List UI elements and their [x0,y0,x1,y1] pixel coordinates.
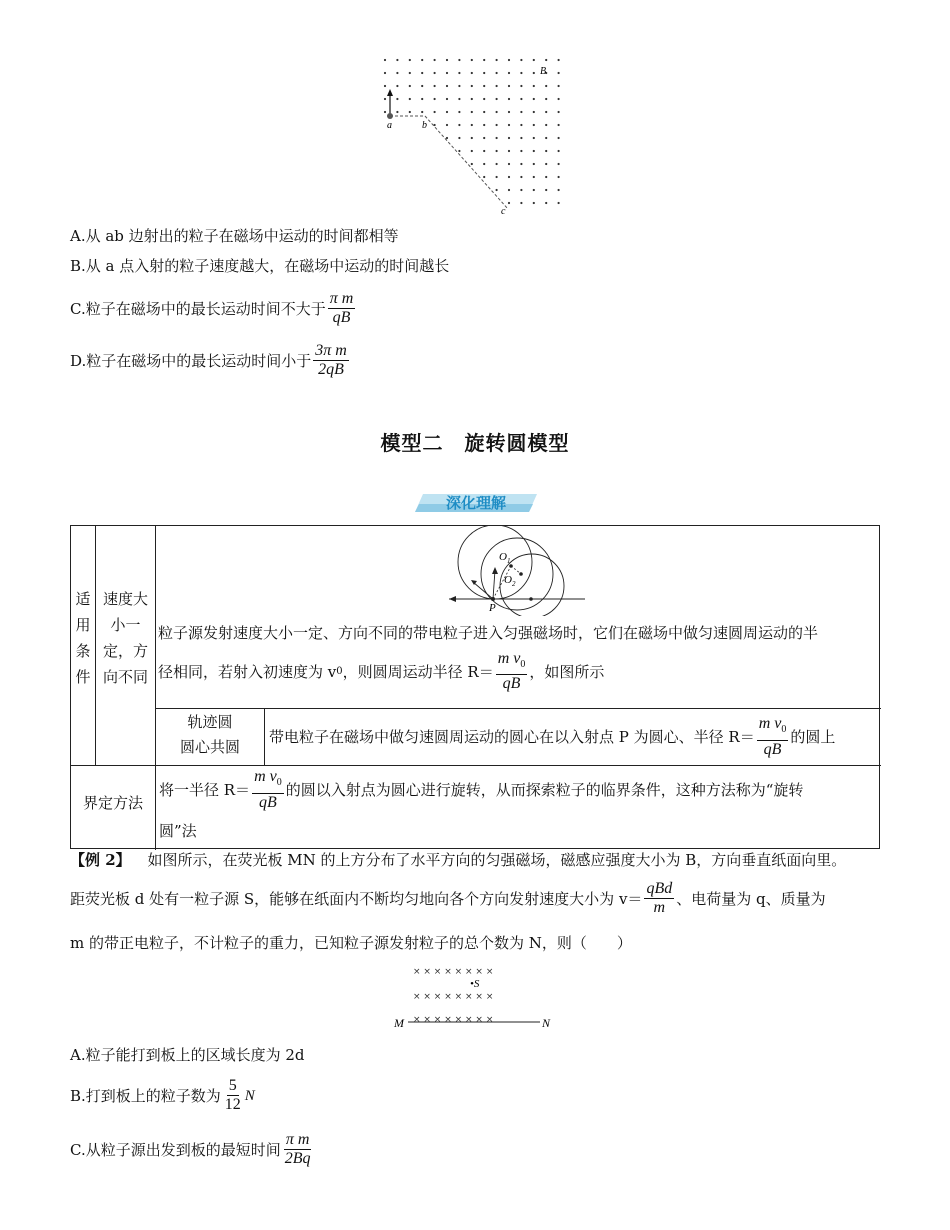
field-dot [496,98,498,100]
text-part: 的圆上 [790,728,836,746]
field-dot [496,137,498,139]
field-dot [508,137,510,139]
field-dot [496,124,498,126]
method-label: 界定方法 [82,794,143,812]
condition-description-line2 [158,650,604,693]
field-dot [458,85,460,87]
source-s: •S [470,978,480,990]
field-row-2: × × × × × × × × [413,992,494,1002]
field-dot [496,85,498,87]
rotating-circles-figure [447,526,587,616]
field-dot [520,85,522,87]
field-dot [471,72,473,74]
field-dot [496,111,498,113]
field-dot [446,85,448,87]
field-dot [409,72,411,74]
denominator: 2qB [318,361,344,378]
fluorescent-plate-figure [385,960,565,1035]
label-o1: $O_1$ [499,551,511,565]
field-dot [533,59,535,61]
field-dot [458,111,460,113]
text-part: 的圆以入射点为圆心进行旋转，从而探索粒子的临界条件，这种方法称为“旋转 [285,781,804,799]
field-dot [558,137,560,139]
field-dot [483,150,485,152]
label-B: B [540,66,547,77]
field-dot [558,124,560,126]
numerator: m $v_0$ [252,768,284,793]
field-dot [520,176,522,178]
velocity-arrow-2 [493,570,495,599]
denominator: 12 [224,1096,241,1113]
fraction [313,342,349,379]
field-dot [545,150,547,152]
numerator: m $v_0$ [496,650,528,675]
field-dot [533,137,535,139]
ex2-option-b [70,1077,255,1114]
numerator: π m [329,290,354,307]
field-dot [396,111,398,113]
radius-dashed-2 [511,566,521,574]
label-o2: $O_2$ [504,574,516,588]
label-a: a [387,120,392,131]
point-a [387,113,393,119]
fraction [328,290,356,327]
field-dot [520,150,522,152]
model-table [70,525,880,849]
field-dot [434,59,436,61]
field-dot [520,137,522,139]
field-dot [533,150,535,152]
field-dot [483,137,485,139]
method-description-line2: 圆”法 [159,822,197,840]
field-dot [496,189,498,191]
option-d [70,342,351,379]
field-dot [483,98,485,100]
field-dot [421,59,423,61]
field-dot [471,137,473,139]
numerator: 3π m [315,342,347,359]
field-dot [508,72,510,74]
field-dot [446,72,448,74]
fraction [644,880,674,917]
field-dot [409,85,411,87]
field-dot [483,176,485,178]
label-c: c [501,206,506,217]
field-row-1: × × × × × × × × [413,967,494,977]
field-dot [533,111,535,113]
field-dot [409,98,411,100]
field-dot [508,163,510,165]
field-dot [558,189,560,191]
field-dot [384,98,386,100]
field-dot [508,202,510,204]
arrowhead [492,567,498,574]
example-tag: 【例 2】 [70,851,131,869]
field-dot [545,111,547,113]
field-dot [496,176,498,178]
field-dot [508,124,510,126]
field-dot [533,176,535,178]
field-dot [496,72,498,74]
field-dot [558,163,560,165]
banner-text: 深化理解 [445,494,507,512]
denominator: qB [332,309,351,326]
label-m: M [394,1016,404,1030]
text-part: N [244,1087,255,1104]
field-dot [421,85,423,87]
label-b: b [422,120,427,131]
field-dot [520,98,522,100]
center-o2 [519,572,523,576]
field-dot [558,202,560,204]
field-dot [446,111,448,113]
denominator: qB [763,740,782,758]
field-dot [558,85,560,87]
text-part: C.从粒子源出发到板的最短时间 [70,1140,281,1159]
text-part: 将一半径 R＝ [159,781,251,799]
trajectory-center-label [156,710,264,760]
field-dot [458,98,460,100]
field-dot [471,85,473,87]
field-dot [545,176,547,178]
field-dot [545,85,547,87]
field-dots [384,59,560,204]
label-line: 轨迹圆 [187,713,233,731]
label-p: P [489,602,496,614]
text-part: ，如图所示 [529,662,605,681]
field-dot [558,72,560,74]
field-dot [508,189,510,191]
field-dot [471,111,473,113]
field-dot [496,59,498,61]
field-dot [558,150,560,152]
option-a: A.从 ab 边射出的粒子在磁场中运动的时间都相等 [70,227,399,245]
label-line: 圆心共圆 [179,738,240,756]
point-on-line [529,597,533,601]
text-part: 如图所示，在荧光板 MN 的上方分布了水平方向的匀强磁场，磁感应强度大小为 B，方向垂直纸面向里。 [147,851,847,869]
field-dot [558,98,560,100]
field-dot [384,85,386,87]
field-dot [384,59,386,61]
field-dot [545,163,547,165]
field-dot [409,111,411,113]
fraction [223,1077,243,1114]
field-dot [446,124,448,126]
fraction [496,650,528,693]
field-dot [396,85,398,87]
field-dot [384,72,386,74]
condition-value: 速度大小一定，方向不同 [102,590,148,686]
applicable-conditions-label: 适用条件 [75,590,91,686]
field-dot [520,124,522,126]
denominator: 2Bq [284,1150,311,1167]
field-dot [483,85,485,87]
arrow-head [387,89,393,96]
example2-line1 [70,850,846,870]
label-n: N [542,1016,551,1030]
text-part: ，则圆周运动半径 R＝ [342,662,494,681]
field-dot [520,163,522,165]
field-dot [434,124,436,126]
field-dot [458,59,460,61]
denominator: qB [259,793,277,811]
field-dot [396,59,398,61]
field-dot [496,150,498,152]
field-dot [545,137,547,139]
option-b: B.从 a 点入射的粒子速度越大，在磁场中运动的时间越长 [70,257,450,275]
field-dot [384,111,386,113]
field-dot [508,150,510,152]
trajectory-circle-1 [458,526,532,599]
field-dot [471,150,473,152]
text-part: 距荧光板 d 处有一粒子源 S，能够在纸面内不断均匀地向各个方向发射速度大小为 v＝ [70,889,643,908]
field-dot [496,163,498,165]
field-dot [434,111,436,113]
denominator: m [653,899,666,916]
field-dot [520,59,522,61]
field-dot [508,176,510,178]
field-dot [421,98,423,100]
fraction [757,715,789,758]
field-dot [471,163,473,165]
denominator: qB [502,675,521,693]
boundary-bc [425,116,508,209]
option-d-text: D.粒子在磁场中的最长运动时间小于 [70,351,312,370]
text-part: 径相同，若射入初速度为 v [158,662,337,681]
banner-deepen-understanding [415,492,537,514]
field-dot [558,176,560,178]
ex2-option-a: A.粒子能打到板上的区域长度为 2d [70,1046,305,1064]
field-dot [483,163,485,165]
numerator: π m [285,1131,310,1148]
field-dot [508,85,510,87]
field-dot [458,137,460,139]
condition-description-line1: 粒子源发射速度大小一定、方向不同的带电粒子进入匀强磁场时，它们在磁场中做匀速圆周运动的半 [158,624,819,642]
field-dot [483,111,485,113]
fraction [252,768,284,811]
field-dot [545,189,547,191]
field-dot [446,137,448,139]
field-dot [508,111,510,113]
numerator: 5 [228,1077,237,1094]
text-part: B.打到板上的粒子数为 [70,1086,221,1105]
field-dot [533,124,535,126]
field-dot [533,72,535,74]
subscript: 0 [336,665,343,677]
field-dot [458,124,460,126]
text-part: 带电粒子在磁场中做匀速圆周运动的圆心在以入射点 P 为圆心、半径 R＝ [269,728,755,746]
field-dot [545,98,547,100]
field-dot [434,85,436,87]
field-dot [533,202,535,204]
numerator: m $v_0$ [757,715,789,740]
field-row-3: × × × × × × × × [413,1015,494,1025]
field-dot [533,98,535,100]
field-dot [520,111,522,113]
trajectory-center-description [269,710,835,764]
field-dot [545,124,547,126]
field-dot [458,72,460,74]
field-dot [520,202,522,204]
field-dot [508,98,510,100]
field-dot [458,150,460,152]
field-dot [520,189,522,191]
option-c-text: C.粒子在磁场中的最长运动时间不大于 [70,299,326,318]
field-dot [520,72,522,74]
method-description-line1 [159,768,803,812]
field-dot [533,85,535,87]
field-dot [446,98,448,100]
field-dot [533,189,535,191]
field-dot [434,72,436,74]
fraction [283,1131,313,1168]
numerator: qBd [646,880,673,897]
field-dot [471,98,473,100]
example2-line2 [70,880,826,917]
field-dot [421,72,423,74]
field-dot [409,59,411,61]
field-dot [396,72,398,74]
field-dot [483,72,485,74]
field-dot [434,98,436,100]
field-dot [483,59,485,61]
field-dot [471,124,473,126]
option-c [70,290,357,327]
field-dot [545,202,547,204]
field-dot [471,59,473,61]
magnetic-field-figure-1 [370,52,585,217]
text-part: 、电荷量为 q、质量为 [676,889,826,908]
field-dot [558,59,560,61]
line-arrow [449,596,456,602]
field-dot [483,124,485,126]
field-dot [533,163,535,165]
field-dot [545,59,547,61]
ex2-option-c [70,1131,315,1168]
section-title: 模型二 旋转圆模型 [380,431,570,455]
example2-line3: m 的带正电粒子，不计粒子的重力，已知粒子源发射粒子的总个数为 N，则（ ） [70,934,632,952]
field-dot [396,98,398,100]
field-dot [421,111,423,113]
field-dot [508,59,510,61]
field-dot [558,111,560,113]
field-dot [446,59,448,61]
point-p [491,597,495,601]
